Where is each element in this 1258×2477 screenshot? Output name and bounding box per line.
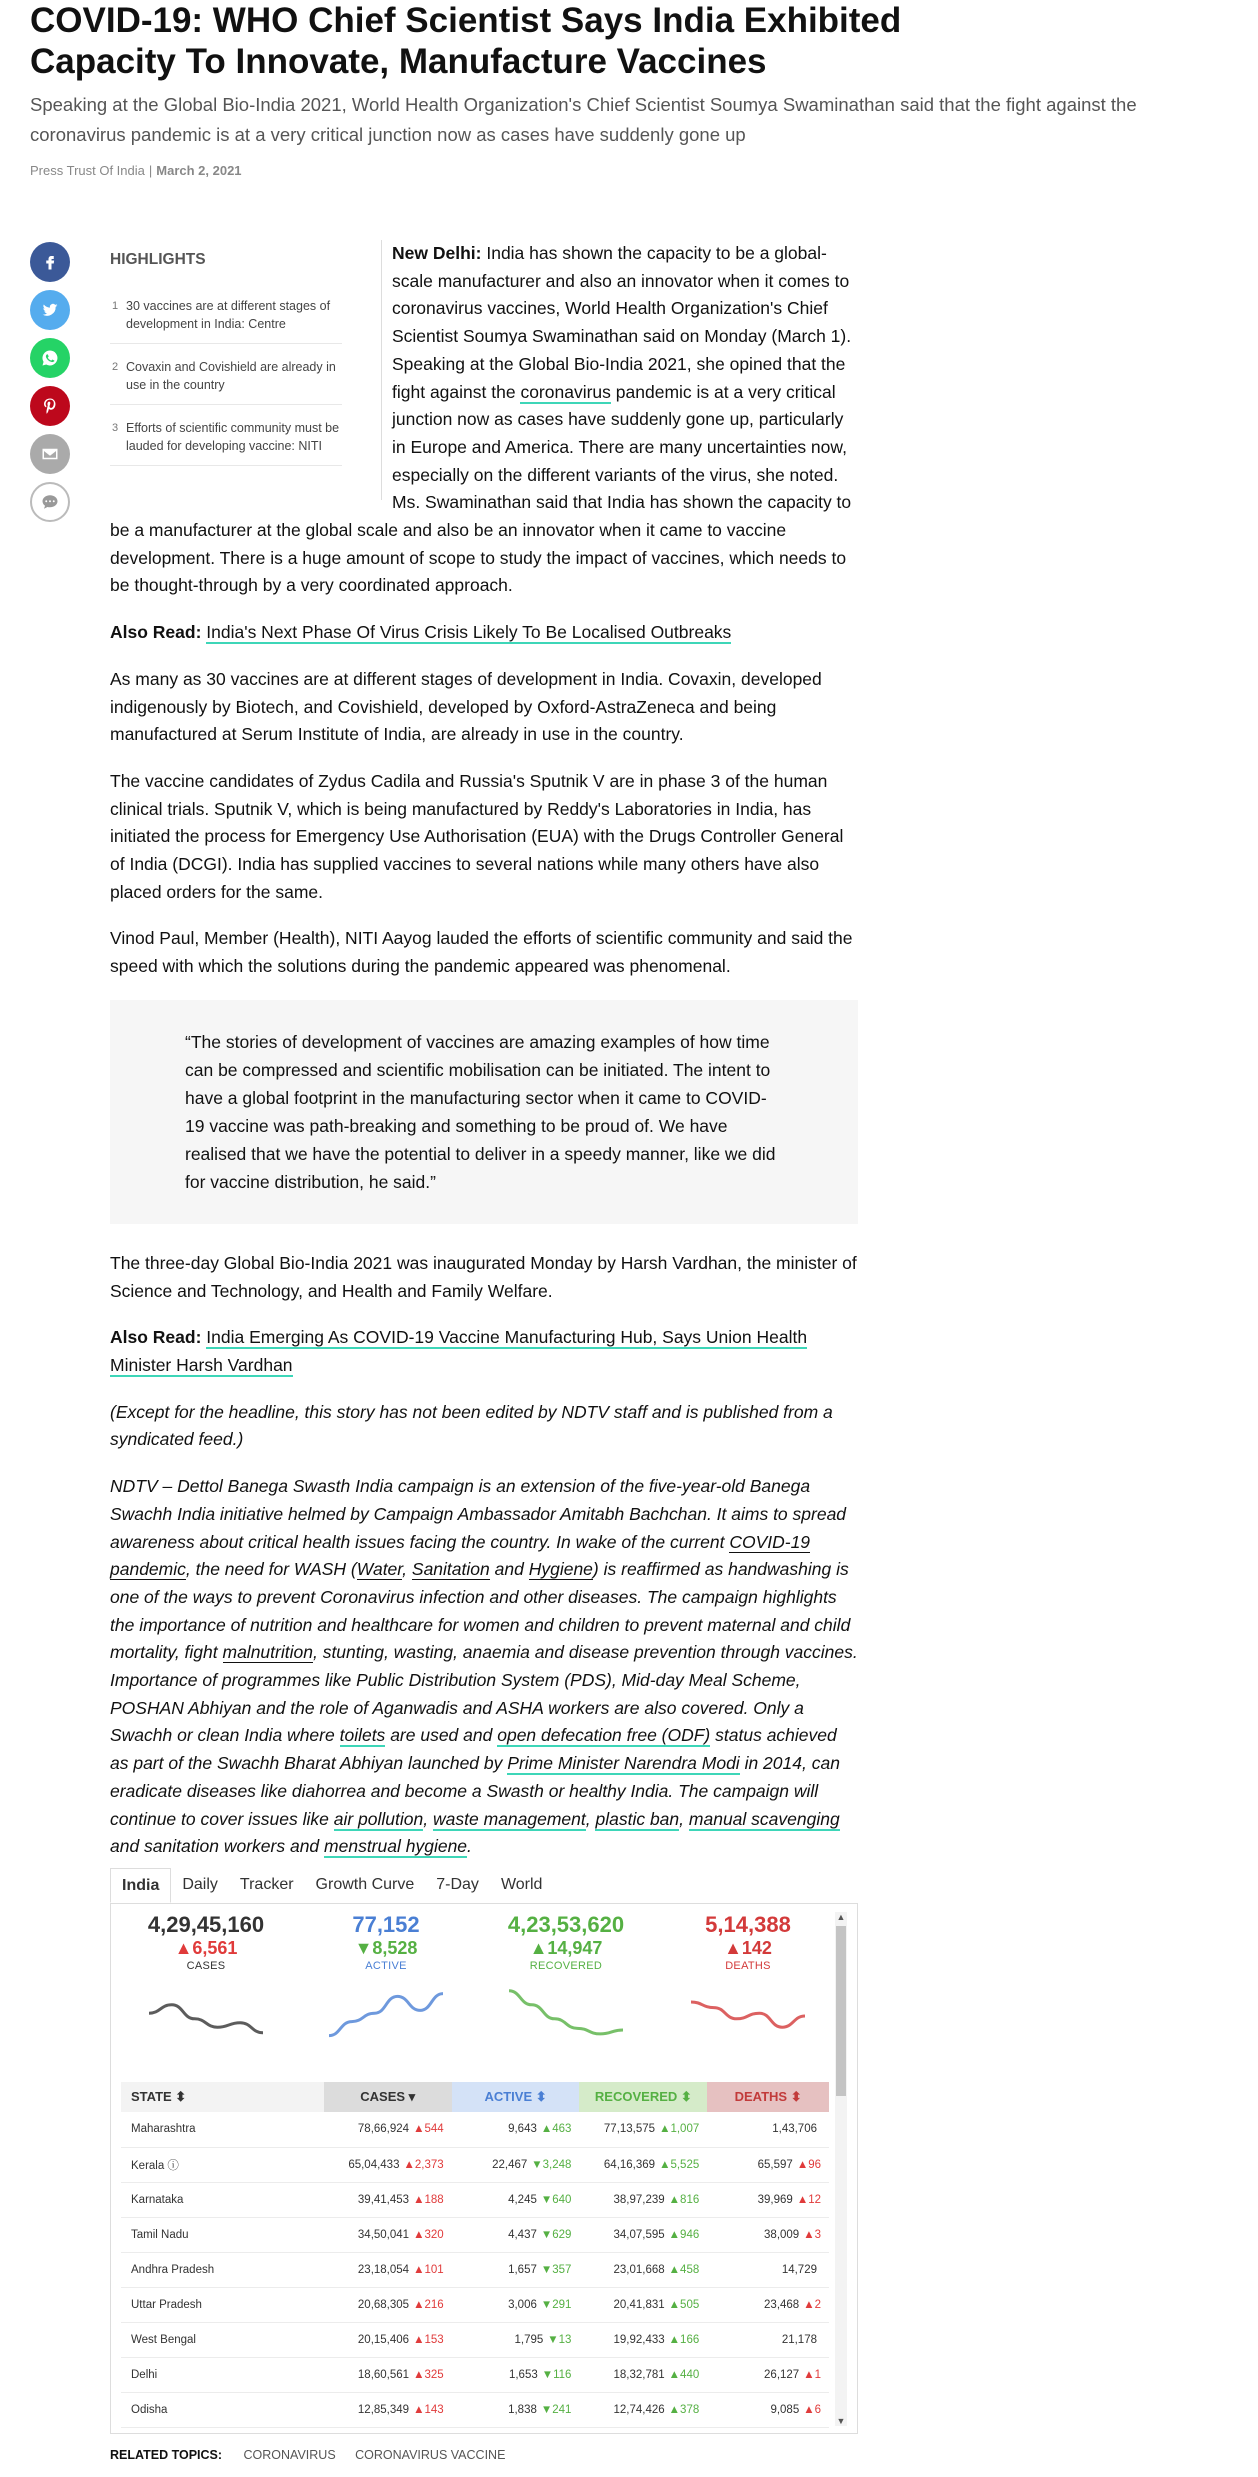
table-body <box>121 2112 829 2427</box>
state-name <box>121 2217 324 2252</box>
sparkline <box>144 1984 268 2048</box>
campaign-text: in 2014, can eradicate diseases like diahorrea and become a Swasth or healthy India. The campaign will continue to cover issues like <box>110 1753 840 1829</box>
recovered-cell-value: 64,16,369 <box>603 2158 656 2171</box>
state-name <box>121 2322 324 2357</box>
deaths-cell-value: 14,729 <box>781 2263 817 2276</box>
also-read-2 <box>110 1324 858 1379</box>
recovered-cell-delta: ▲458 <box>668 2263 700 2276</box>
facebook-share-button[interactable] <box>30 242 70 282</box>
recovered-cell <box>579 2182 707 2217</box>
dateline: New Delhi: <box>392 243 482 263</box>
column-header-recovered[interactable]: RECOVERED ⬍ <box>579 2082 707 2112</box>
recovered-cell-delta: ▲1,007 <box>659 2123 700 2136</box>
stat-label: CASES <box>186 1960 226 1972</box>
cases-cell-value: 20,68,305 <box>357 2298 410 2311</box>
campaign-text: NDTV – Dettol Banega Swasth India campaign is an extension of the five-year-old Banega Swachh India initiative helmed by Campaign Ambassador Amitabh Bachchan. It aims to spread awareness about critical health issues facing the country. In wake of the current <box>110 1476 847 1552</box>
stat-active <box>311 1912 461 2048</box>
state-name-value: Delhi <box>131 2368 158 2381</box>
state-name <box>121 2147 324 2182</box>
active-cell <box>452 2252 580 2287</box>
recovered-cell-value: 20,41,831 <box>613 2298 665 2311</box>
summary-stats <box>121 1912 821 2082</box>
state-name-value: Uttar Pradesh <box>131 2298 202 2311</box>
active-cell <box>452 2392 580 2427</box>
deaths-cell <box>707 2392 829 2427</box>
cases-cell-value: 39,41,453 <box>357 2193 410 2206</box>
paragraph-5: The three-day Global Bio-India 2021 was inaugurated Monday by Harsh Vardhan, the minister of Science and Technology, and Health and Family Welfare. <box>110 1252 857 1301</box>
cases-cell-delta: ▲325 <box>413 2368 444 2381</box>
active-cell-value: 4,437 <box>508 2228 537 2241</box>
sparkline-path <box>691 2002 805 2027</box>
active-cell <box>452 2147 580 2182</box>
highlight-number: 3 <box>112 422 119 434</box>
related-topics <box>110 2448 521 2462</box>
campaign-link[interactable]: toilets <box>339 1725 386 1746</box>
tracker-body <box>110 1904 858 2434</box>
table-row <box>121 2252 829 2287</box>
stat-value: 4,23,53,620 <box>507 1912 625 1937</box>
also-read-link-2[interactable]: India Emerging As COVID-19 Vaccine Manufacturing Hub, Says Union Health Minister Harsh Vardhan <box>110 1327 808 1375</box>
campaign-text: and <box>494 1559 524 1580</box>
campaign-link[interactable]: Hygiene <box>528 1559 593 1580</box>
state-name-value: Kerala ⓘ <box>131 2159 179 2172</box>
campaign-text: and sanitation workers and <box>110 1836 320 1857</box>
state-name-value: Karnataka <box>131 2193 184 2206</box>
deaths-cell-delta: ▲12 <box>796 2193 821 2206</box>
active-cell <box>452 2287 580 2322</box>
active-cell-value: 22,467 <box>492 2158 528 2171</box>
table-row <box>121 2147 829 2182</box>
active-cell-value: 1,657 <box>508 2263 537 2276</box>
whatsapp-share-button[interactable] <box>30 338 70 378</box>
paragraph-2: As many as 30 vaccines are at different stages of development in India. Covaxin, developed indigenously by Biotech, and Covishield, developed by Oxford-AstraZeneca and being manufactured at Serum Institute of India, are already in use in the country. <box>110 668 822 745</box>
cases-cell <box>324 2287 452 2322</box>
covid-tracker-widget <box>110 1868 858 2434</box>
column-header-cases[interactable]: CASES ▾ <box>324 2082 452 2112</box>
stat-recovered <box>491 1912 641 2048</box>
deaths-cell-delta: ▲6 <box>803 2403 821 2416</box>
state-name-value: Andhra Pradesh <box>131 2263 215 2276</box>
active-cell-delta: ▼13 <box>547 2333 572 2346</box>
active-cell-value: 4,245 <box>508 2193 537 2206</box>
recovered-cell-delta: ▲378 <box>668 2403 700 2416</box>
active-cell <box>452 2357 580 2392</box>
active-cell-delta: ▼116 <box>541 2368 572 2381</box>
highlights-spacer <box>110 240 382 500</box>
table-header-row <box>121 2082 829 2112</box>
cases-cell-value: 23,18,054 <box>357 2263 410 2276</box>
highlight-number: 1 <box>112 300 119 312</box>
recovered-cell <box>579 2112 707 2147</box>
sparkline-path <box>329 1994 443 2036</box>
deaths-cell-value: 38,009 <box>764 2228 800 2241</box>
stat-cases <box>131 1912 281 2048</box>
state-name <box>121 2357 324 2392</box>
deaths-cell-value: 23,468 <box>764 2298 800 2311</box>
recovered-cell-value: 19,92,433 <box>613 2333 665 2346</box>
twitter-share-button[interactable] <box>30 290 70 330</box>
scroll-thumb[interactable] <box>836 1926 846 2096</box>
recovered-cell-delta: ▲816 <box>668 2193 700 2206</box>
active-cell-value: 1,838 <box>508 2403 537 2416</box>
active-cell-delta: ▲463 <box>540 2123 572 2136</box>
whatsapp-icon <box>41 349 59 367</box>
pull-quote: “The stories of development of vaccines are amazing examples of how time can be compressed and scientific mobilisation can be initiated. The intent to have a global footprint in the manufacturing sector when it came to COVID-19 vaccine was path-breaking and something to be proud of. We have realised that we have the potential to deliver in a speedy manner, like we did for vaccine distribution, he said.” <box>110 1000 858 1224</box>
share-bar <box>30 242 72 530</box>
tab-growth-curve[interactable]: Growth Curve <box>315 1876 415 1893</box>
scroll-down-icon[interactable]: ▼ <box>836 2416 846 2426</box>
email-icon <box>41 445 59 463</box>
cases-cell <box>324 2252 452 2287</box>
stat-value: 4,29,45,160 <box>147 1912 265 1937</box>
cases-cell-delta: ▲544 <box>413 2123 444 2136</box>
recovered-cell-value: 38,97,239 <box>613 2193 665 2206</box>
byline <box>30 163 242 178</box>
campaign-text: , <box>423 1808 429 1829</box>
active-cell-value: 3,006 <box>508 2298 537 2311</box>
deaths-cell <box>707 2252 829 2287</box>
table-row <box>121 2182 829 2217</box>
recovered-cell-delta: ▲440 <box>668 2368 700 2381</box>
campaign-text: ) is reaffirmed as handwashing is one of the ways to prevent Coronavirus infection and other diseases. The campaign highlights the importance of nutrition and healthcare for women and children to prevent maternal and child mortality, fight <box>110 1559 851 1663</box>
state-name <box>121 2287 324 2322</box>
pinterest-share-button[interactable] <box>30 386 70 426</box>
related-topic-link[interactable]: CORONAVIRUS VACCINE <box>355 2448 506 2462</box>
paragraph-text: pandemic is at a very critical junction now as cases have suddenly gone up, particularly in Europe and America. There are many uncertainties now, especially on the different variants of the virus, she noted. Ms. Swaminathan said that India has shown the capacity to be a manufacturer at the global scale and also be an innovator when it came to vaccine development. There is a huge amount of scope to study the impact of vaccines, which needs to be thought-through by a very coordinated approach. <box>110 381 852 596</box>
highlight-text: 30 vaccines are at different stages of development in India: Centre <box>126 299 331 331</box>
recovered-cell-delta: ▲505 <box>668 2298 700 2311</box>
stat-delta: ▲6,561 <box>174 1938 238 1958</box>
pinterest-icon <box>41 397 59 415</box>
table-row <box>121 2322 829 2357</box>
campaign-link[interactable]: manual scavenging <box>688 1808 840 1829</box>
state-name-value: West Bengal <box>131 2333 196 2346</box>
article-body <box>110 240 858 1880</box>
table-row <box>121 2392 829 2427</box>
cases-cell-value: 34,50,041 <box>357 2228 410 2241</box>
highlights-title: HIGHLIGHTS <box>110 251 206 268</box>
campaign-text: status achieved as part of the Swachh Bharat Abhiyan launched by <box>110 1725 837 1774</box>
stat-delta: ▼8,528 <box>354 1938 418 1958</box>
cases-cell-delta: ▲2,373 <box>403 2158 444 2171</box>
facebook-icon <box>41 253 59 271</box>
related-topics-label: RELATED TOPICS: <box>110 2448 223 2462</box>
table-row <box>121 2357 829 2392</box>
deaths-cell <box>707 2357 829 2392</box>
highlight-text: Efforts of scientific community must be lauded for developing vaccine: NITI <box>126 421 340 453</box>
active-cell-delta: ▼241 <box>540 2403 572 2416</box>
stat-label: RECOVERED <box>529 1960 603 1972</box>
state-name-value: Tamil Nadu <box>131 2228 189 2241</box>
active-cell-value: 9,643 <box>508 2123 537 2136</box>
cases-cell-delta: ▲216 <box>413 2298 444 2311</box>
tab-daily[interactable]: Daily <box>182 1876 218 1893</box>
recovered-cell <box>579 2287 707 2322</box>
sparkline-path <box>149 2005 263 2033</box>
tab-world[interactable]: World <box>500 1876 543 1893</box>
state-name-value: Maharashtra <box>131 2123 196 2136</box>
deaths-cell-delta: ▲1 <box>803 2368 821 2381</box>
active-cell <box>452 2182 580 2217</box>
recovered-cell <box>579 2322 707 2357</box>
recovered-cell-delta: ▲946 <box>668 2228 700 2241</box>
state-name <box>121 2252 324 2287</box>
campaign-text: , stunting, wasting, anaemia and disease prevention through vaccines. Importance of programmes like Public Distribution System (PDS), Mid-day Meal Scheme, POSHAN Abhiyan and the role of Aganwadis and ASHA workers are also covered. Only a Swachh or clean India where <box>110 1642 858 1746</box>
recovered-cell <box>579 2217 707 2252</box>
state-table <box>121 2082 829 2428</box>
byline-date: March 2, 2021 <box>156 163 242 178</box>
deaths-cell <box>707 2217 829 2252</box>
deaths-cell <box>707 2287 829 2322</box>
stat-label: DEATHS <box>725 1960 771 1972</box>
campaign-paragraph <box>110 1473 858 1861</box>
campaign-link[interactable]: air pollution <box>333 1808 424 1829</box>
cases-cell-value: 12,85,349 <box>357 2403 410 2416</box>
tab-india[interactable]: India <box>110 1868 171 1903</box>
tab-7-day[interactable]: 7-Day <box>436 1876 479 1893</box>
cases-cell-delta: ▲143 <box>413 2403 444 2416</box>
twitter-icon <box>41 301 59 319</box>
active-cell <box>452 2217 580 2252</box>
campaign-link[interactable]: Sanitation <box>411 1559 490 1580</box>
column-header-state[interactable]: STATE ⬍ <box>121 2082 324 2112</box>
cases-cell <box>324 2217 452 2252</box>
state-name <box>121 2112 324 2147</box>
recovered-cell-value: 77,13,575 <box>603 2123 656 2136</box>
deaths-cell-delta: ▲2 <box>803 2298 821 2311</box>
active-cell-delta: ▼3,248 <box>531 2158 572 2171</box>
cases-cell-value: 20,15,406 <box>357 2333 410 2346</box>
also-read-1 <box>110 619 858 647</box>
cases-cell-value: 78,66,924 <box>357 2123 410 2136</box>
stat-delta: ▲14,947 <box>529 1938 603 1958</box>
campaign-link[interactable]: menstrual hygiene <box>324 1836 468 1857</box>
cases-cell-delta: ▲101 <box>413 2263 444 2276</box>
table-row <box>121 2287 829 2322</box>
sparkline <box>324 1984 448 2048</box>
deaths-cell-delta: ▲96 <box>796 2158 821 2171</box>
campaign-text: , <box>585 1808 591 1829</box>
state-name <box>121 2182 324 2217</box>
related-topic-link[interactable]: CORONAVIRUS <box>243 2448 336 2462</box>
campaign-link[interactable]: open defecation free (ODF) <box>497 1725 711 1746</box>
subheadline: Speaking at the Global Bio-India 2021, World Health Organization's Chief Scientist Soumya Swaminathan said that the fight against the coronavirus pandemic is at a very critical junction now as cases have suddenly gone up <box>30 94 1137 145</box>
stat-value: 77,152 <box>352 1912 420 1937</box>
cases-cell-value: 65,04,433 <box>348 2158 400 2171</box>
sparkline <box>686 1984 810 2048</box>
cases-cell-delta: ▲320 <box>413 2228 444 2241</box>
cases-cell <box>324 2322 452 2357</box>
paragraph-text: India has shown the capacity to be a global-scale manufacturer and also an innovator when it comes to coronavirus vaccines, World Health Organization's Chief Scientist Soumya Swaminathan said on Monday (March 1). Speaking at the Global Bio-India 2021, she opined that the fight against the <box>392 243 852 402</box>
deaths-cell-value: 21,178 <box>781 2333 817 2346</box>
sparkline <box>504 1984 628 2048</box>
campaign-link[interactable]: COVID-19 pandemic <box>110 1531 811 1580</box>
deaths-cell <box>707 2182 829 2217</box>
paragraph-3: The vaccine candidates of Zydus Cadila and Russia's Sputnik V are in phase 3 of the human clinical trials. Sputnik V, which is being manufactured by Reddy's Laboratories in India, has initiated the process for Emergency Use Authorisation (EUA) with the Drugs Controller General of India (DCGI). India has supplied vaccines to several nations while many others have also placed orders for the same. <box>110 770 844 902</box>
cases-cell <box>324 2392 452 2427</box>
campaign-link[interactable]: waste management <box>433 1808 586 1829</box>
deaths-cell-value: 39,969 <box>757 2193 793 2206</box>
active-cell-value: 1,653 <box>508 2368 538 2381</box>
sparkline-path <box>509 1991 623 2034</box>
active-cell-delta: ▼357 <box>540 2263 572 2276</box>
column-header-deaths[interactable]: DEATHS ⬍ <box>707 2082 829 2112</box>
also-read-label: Also Read: <box>110 1327 202 1348</box>
campaign-text: , <box>679 1808 685 1829</box>
recovered-cell-value: 23,01,668 <box>613 2263 665 2276</box>
state-name-value: Odisha <box>131 2403 168 2416</box>
active-cell <box>452 2112 580 2147</box>
campaign-link[interactable]: Water <box>356 1559 403 1580</box>
byline-separator: | <box>148 163 153 178</box>
recovered-cell-value: 12,74,426 <box>613 2403 665 2416</box>
table-row <box>121 2217 829 2252</box>
cases-cell-delta: ▲188 <box>413 2193 444 2206</box>
active-cell-delta: ▼640 <box>540 2193 572 2206</box>
deaths-cell-value: 26,127 <box>764 2368 800 2381</box>
deaths-cell <box>707 2147 829 2182</box>
column-header-active[interactable]: ACTIVE ⬍ <box>452 2082 580 2112</box>
deaths-cell-value: 65,597 <box>757 2158 793 2171</box>
tab-tracker[interactable]: Tracker <box>239 1876 294 1893</box>
stat-label: ACTIVE <box>365 1960 407 1972</box>
stat-deaths <box>673 1912 823 2048</box>
cases-cell-value: 18,60,561 <box>357 2368 410 2381</box>
campaign-text: . <box>467 1836 472 1857</box>
campaign-link[interactable]: plastic ban <box>595 1808 680 1829</box>
cases-cell <box>324 2147 452 2182</box>
highlight-number: 2 <box>112 361 119 373</box>
coronavirus-link[interactable]: coronavirus <box>520 381 611 402</box>
recovered-cell-delta: ▲5,525 <box>659 2158 700 2171</box>
also-read-link-1[interactable]: India's Next Phase Of Virus Crisis Likely To Be Localised Outbreaks <box>206 622 732 643</box>
recovered-cell-delta: ▲166 <box>668 2333 700 2346</box>
stat-delta: ▲142 <box>724 1938 772 1958</box>
active-cell-delta: ▼291 <box>540 2298 572 2311</box>
campaign-text: are used and <box>390 1725 493 1746</box>
byline-source[interactable]: Press Trust Of India <box>30 163 145 178</box>
cases-cell <box>324 2112 452 2147</box>
deaths-cell-delta: ▲3 <box>803 2228 821 2241</box>
cases-cell-delta: ▲153 <box>413 2333 444 2346</box>
stat-value: 5,14,388 <box>705 1912 791 1937</box>
scroll-up-icon[interactable]: ▲ <box>836 1912 846 1922</box>
comment-icon <box>41 493 59 511</box>
state-name <box>121 2392 324 2427</box>
recovered-cell <box>579 2147 707 2182</box>
deaths-cell-value: 9,085 <box>770 2403 800 2416</box>
recovered-cell-value: 18,32,781 <box>613 2368 665 2381</box>
recovered-cell-value: 34,07,595 <box>613 2228 665 2241</box>
active-cell-delta: ▼629 <box>540 2228 572 2241</box>
cases-cell <box>324 2357 452 2392</box>
highlight-text: Covaxin and Covishield are already in use in the country <box>126 360 336 392</box>
deaths-cell-value: 1,43,706 <box>772 2123 817 2136</box>
cases-cell <box>324 2182 452 2217</box>
tracker-tabs <box>110 1868 858 1904</box>
campaign-link[interactable]: Prime Minister Narendra Modi <box>507 1753 740 1774</box>
active-cell-value: 1,795 <box>514 2333 544 2346</box>
recovered-cell <box>579 2392 707 2427</box>
recovered-cell <box>579 2252 707 2287</box>
email-share-button[interactable] <box>30 434 70 474</box>
campaign-text: , the need for WASH ( <box>185 1559 357 1580</box>
table-row <box>121 2112 829 2147</box>
disclaimer: (Except for the headline, this story has not been edited by NDTV staff and is published from a syndicated feed.) <box>110 1401 833 1450</box>
active-cell <box>452 2322 580 2357</box>
also-read-label: Also Read: <box>110 622 202 643</box>
recovered-cell <box>579 2357 707 2392</box>
paragraph-4: Vinod Paul, Member (Health), NITI Aayog lauded the efforts of scientific community and said the speed with which the solutions during the pandemic appeared was phenomenal. <box>110 928 853 977</box>
headline: COVID-19: WHO Chief Scientist Says India Exhibited Capacity To Innovate, Manufacture Vaccines <box>30 1 902 81</box>
campaign-link[interactable]: malnutrition <box>222 1642 313 1663</box>
campaign-text: , <box>402 1559 408 1580</box>
deaths-cell <box>707 2322 829 2357</box>
comment-button[interactable] <box>30 482 70 522</box>
deaths-cell <box>707 2112 829 2147</box>
tracker-scrollbar[interactable] <box>835 1912 847 2426</box>
